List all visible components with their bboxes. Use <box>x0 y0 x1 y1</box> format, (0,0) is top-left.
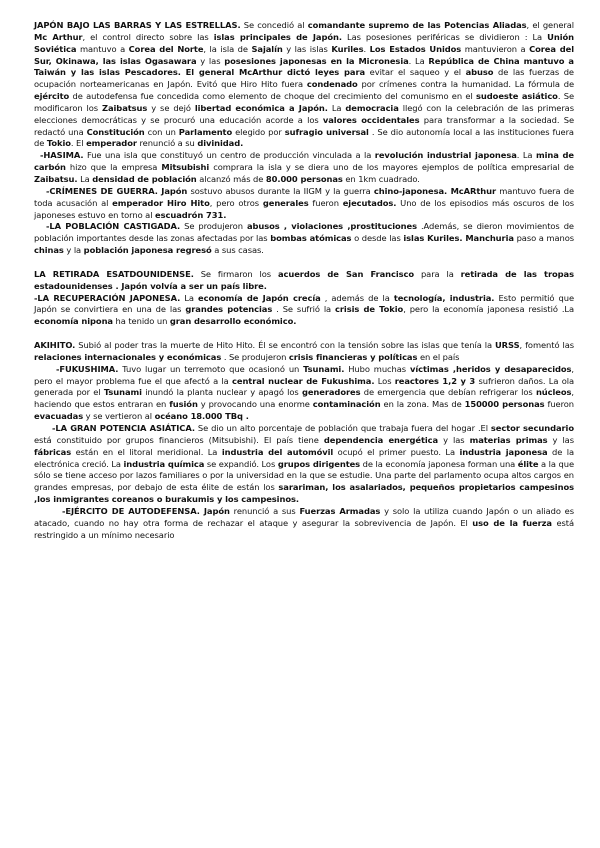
bold-text-run: Sajalín <box>251 43 283 54</box>
bold-text-run: océano 18.000 TBq . <box>154 411 249 422</box>
bold-text-run: comandante supremo de las Potencias Aliadas <box>307 20 527 30</box>
bold-text-run: industria química <box>123 458 205 469</box>
paragraph-crimenes-de-guerra <box>34 186 574 222</box>
bold-text-run: Parlamento <box>178 126 233 137</box>
text-run: y se vertieron al <box>83 411 155 422</box>
bold-text-run: Tokio <box>46 138 71 149</box>
bold-text-run: sector secundario <box>490 423 574 433</box>
text-run: está constituido por grupos financieros (Mitsubishi). El país tiene <box>34 434 324 445</box>
bold-text-run: Mc Arthur <box>34 31 83 42</box>
bold-text-run: -LA GRAN POTENCIA ASIÁTICA. <box>52 423 195 433</box>
text-run: Uno de los episodios más oscuros de los japoneses estuvo en torno al <box>34 197 574 220</box>
text-run: , además de la <box>320 292 394 303</box>
bold-text-run: Tsunami <box>103 387 142 398</box>
text-run: . La <box>516 150 536 161</box>
text-run: , haciendo que estos entraran en <box>34 387 574 410</box>
text-run: se expandió. Los <box>204 458 278 469</box>
bold-text-run: libertad económica a Japón. <box>194 102 328 113</box>
text-run: Esto permitió que Japón se convirtiera en una de las <box>34 292 574 315</box>
text-run: fueron <box>308 197 343 208</box>
bold-text-run: República de China mantuvo a Taiwán y las islas Pescadores. El general McArthur dictó leyes para <box>34 55 574 78</box>
text-run: sufrieron daños. La ola generada por el <box>34 375 574 398</box>
bold-text-run: Los Estados Unidos <box>369 43 462 54</box>
text-run: y las <box>438 434 470 445</box>
text-run: alcanzó más de <box>196 173 266 184</box>
bold-text-run: fusión <box>169 399 198 410</box>
bold-text-run: crisis de Tokio <box>335 304 404 315</box>
bold-text-run: islas principales de Japón. <box>213 31 342 42</box>
bold-text-run: economía nipona <box>34 316 113 327</box>
text-run: Tuvo lugar un terremoto que ocasionó un <box>118 363 304 374</box>
bold-text-run: Mitsubishi <box>161 162 210 173</box>
text-run: fueron <box>544 399 575 410</box>
text-run: de emergencia que debían refrigerar los <box>360 387 536 398</box>
text-run: . Se dio autonomía local a las instituciones fuera de <box>34 126 574 149</box>
bold-text-run: grupos dirigentes <box>277 458 361 469</box>
bold-text-run: posesiones japonesas en la Micronesia <box>224 55 409 66</box>
bold-text-run: Constitución <box>86 126 145 137</box>
bold-text-run: dependencia energética <box>323 434 439 445</box>
bold-text-run: escuadrón 731. <box>155 209 227 220</box>
bold-text-run: islas Kuriles. Manchuria <box>403 233 514 244</box>
bold-text-run: abuso <box>465 67 494 78</box>
paragraph-japon-barras-estrellas <box>34 20 574 150</box>
bold-text-run: central nuclear de Fukushima. <box>232 375 375 386</box>
bold-text-run: densidad de población <box>92 173 197 184</box>
text-run: . Se produjeron <box>221 351 289 362</box>
text-run: en 1km cuadrado. <box>342 173 420 184</box>
bold-text-run: chinas <box>34 245 64 256</box>
text-run: hizo que la empresa <box>65 162 162 173</box>
bold-text-run: sufragio universal <box>284 126 369 137</box>
text-run: , pero el mayor problema fue el que afectó a la <box>34 363 574 386</box>
bold-text-run: sarariman, los asalariados, pequeños propietarios campesinos ,los inmigrantes coreanos o burakumis y los campesinos. <box>34 482 574 505</box>
text-run: La <box>180 292 198 303</box>
text-run: de autodefensa fue concedida como elemento de choque del crecimiento del comunismo en el <box>69 91 477 102</box>
bold-text-run: contaminación <box>312 399 381 410</box>
text-run: y las islas <box>282 43 332 54</box>
text-run: . Se modificaron los <box>34 91 575 113</box>
bold-text-run: Zaibatsus <box>102 102 148 113</box>
text-run: Se firmaron los <box>193 268 278 279</box>
bold-text-run: retirada de las tropas estadounidenses . Japón volvía a ser un país libre. <box>34 268 574 291</box>
paragraph-gran-potencia-asiatica <box>34 423 574 506</box>
bold-text-run: sudoeste asiático <box>476 91 558 102</box>
bold-text-run: -LA RECUPERACIÓN JAPONESA. <box>34 292 181 303</box>
text-run: de la electrónica creció. La <box>34 446 574 469</box>
text-run: Los <box>374 375 395 386</box>
bold-text-run: generales <box>262 197 309 208</box>
text-run: , fomentó las <box>519 340 574 351</box>
text-run: y la <box>63 245 84 256</box>
text-run: por crímenes contra la humanidad. La fórmula de <box>357 79 574 90</box>
text-run: . El <box>70 138 87 149</box>
bold-text-run: LA RETIRADA ESATDOUNIDENSE. <box>34 268 194 279</box>
text-run: . Se sufrió la <box>272 304 336 315</box>
bold-text-run: Zaibatsu. <box>34 173 78 184</box>
bold-text-run: generadores <box>301 387 361 398</box>
bold-text-run: población japonesa regresó <box>83 245 212 256</box>
text-run: , el control directo sobre las <box>82 31 214 42</box>
bold-text-run: JAPÓN BAJO LAS BARRAS Y LAS ESTRELLAS. <box>34 20 241 30</box>
text-run: , pero la economía japonesa resistió .La <box>403 304 574 315</box>
text-run: y las <box>547 434 574 445</box>
bold-text-run: valores occidentales <box>322 114 420 125</box>
paragraph-ejercito-autodefensa <box>34 506 574 542</box>
paragraph-fukushima <box>34 364 574 423</box>
text-run: Se concedió al <box>240 20 308 30</box>
bold-text-run: Kuriles <box>331 43 364 54</box>
text-run: Se produjeron <box>180 221 247 232</box>
text-run: o desde las <box>351 233 404 244</box>
text-run: ocupó el primer puesto. La <box>333 446 460 457</box>
text-run: y se dejó <box>147 102 195 113</box>
text-run: sostuvo abusos durante la IIGM y la guerra <box>187 185 374 196</box>
text-run: Hubo muchas <box>344 363 410 374</box>
bold-text-run: 80.000 personas <box>265 173 343 184</box>
bold-text-run: -FUKUSHIMA. <box>56 363 119 374</box>
bold-text-run: ejecutados. <box>342 197 397 208</box>
bold-text-run: revolución industrial japonesa <box>374 150 517 161</box>
bold-text-run: chino-japonesa. McARthur <box>373 185 497 196</box>
text-run: y solo la utiliza cuando Japón o un aliado es atacado, cuando no hay otra forma de rechazar el ataque y asegurar la sobrevivencia de Japón. El <box>34 505 574 528</box>
bold-text-run: Corea del Sur, Okinawa, las islas Ogasawara <box>34 43 574 66</box>
bold-text-run: condenado <box>306 79 358 90</box>
text-run: , pero otros <box>209 197 263 208</box>
text-run: evitar el saqueo y el <box>365 67 466 78</box>
document-page <box>34 20 574 541</box>
text-run: y las <box>196 55 225 66</box>
paragraph-poblacion-castigada <box>34 221 574 257</box>
text-run: La <box>327 102 346 113</box>
bold-text-run: uso de la fuerza <box>472 517 552 528</box>
bold-text-run: ejército <box>34 91 70 102</box>
text-run: de la economía japonesa forman una <box>360 458 518 469</box>
text-run: inundó la planta nuclear y apagó los <box>141 387 302 398</box>
bold-text-run: crisis financieras y políticas <box>288 351 418 362</box>
bold-text-run: Fuerzas Armadas <box>299 505 381 516</box>
text-run: y provocando una enorme <box>197 399 313 410</box>
bold-text-run: Tsunami. <box>303 363 345 374</box>
text-run: comprara la isla y se diera uno de los mayores ejemplos de política empresarial de <box>209 162 574 173</box>
text-run: llegó con la celebración de las primeras elecciones democráticas y se procuró una educación acorde a los <box>34 102 574 125</box>
text-run: renunció a su <box>136 138 198 149</box>
bold-text-run: reactores 1,2 y 3 <box>394 375 476 386</box>
bold-text-run: acuerdos de San Francisco <box>277 268 415 279</box>
text-run: renunció a sus <box>229 505 300 516</box>
bold-text-run: núcleos <box>535 387 572 398</box>
bold-text-run: Unión Soviética <box>34 31 574 54</box>
text-run: con un <box>144 126 179 137</box>
bold-text-run: AKIHITO. <box>34 340 76 351</box>
text-run: elegido por <box>232 126 285 137</box>
text-run: Las posesiones periféricas se dividieron : La <box>341 31 548 42</box>
paragraph-recuperacion-japonesa <box>34 293 574 329</box>
text-run: a sus casas. <box>211 245 264 256</box>
text-run: a la que sólo se tiene acceso por lazos familiares o por la universidad en la que se estudie. Una parte del parlamento ocupa altos cargos en grandes empresas, por debajo de esta élite de están los <box>34 458 574 493</box>
bold-text-run: evacuadas <box>34 411 84 422</box>
bold-text-run: mina de carbón <box>34 150 574 173</box>
bold-text-run: fábricas <box>34 446 72 457</box>
bold-text-run: -HASIMA. <box>40 150 84 161</box>
bold-text-run: abusos , violaciones ,prostituciones <box>246 221 417 232</box>
text-run: en la zona. Mas de <box>380 399 465 410</box>
bold-text-run: -EJÉRCITO DE AUTODEFENSA. Japón <box>62 505 230 516</box>
bold-text-run: emperador Hiro Hito <box>112 197 210 208</box>
text-run: paso a manos <box>513 233 575 244</box>
paragraph-retirada-estadounidense <box>34 269 574 293</box>
paragraph-hasima <box>34 150 574 186</box>
bold-text-run: industria del automóvil <box>221 446 334 457</box>
text-run: están en el litoral meridional. La <box>71 446 222 457</box>
bold-text-run: bombas atómicas <box>270 233 352 244</box>
bold-text-run: grandes potencias <box>185 304 273 315</box>
bold-text-run: emperador <box>86 138 137 149</box>
bold-text-run: tecnología, industria. <box>393 292 495 303</box>
bold-text-run: materias primas <box>469 434 548 445</box>
text-run: , el general <box>526 20 574 30</box>
bold-text-run: élite <box>517 458 539 469</box>
bold-text-run: democracia <box>345 102 399 113</box>
text-run: en el país <box>417 351 460 362</box>
bold-text-run: economía de Japón crecía <box>198 292 321 303</box>
bold-text-run: URSS <box>494 340 520 351</box>
text-run: .Además, se dieron movimientos de población importantes desde las zonas afectadas por las <box>34 221 574 244</box>
paragraph-spacer <box>34 257 574 269</box>
text-run: mantuvo fuera de toda acusación al <box>34 185 574 208</box>
text-run: . <box>363 43 370 54</box>
bold-text-run: relaciones internacionales y económicas <box>34 351 222 362</box>
bold-text-run: industria japonesa <box>459 446 548 457</box>
text-run: Fue una isla que constituyó un centro de producción vinculada a la <box>83 150 375 161</box>
text-run: La <box>77 173 93 184</box>
paragraph-akihito <box>34 340 574 364</box>
bold-text-run: 150000 personas <box>464 399 545 410</box>
text-run: Se dio un alto porcentaje de población que trabaja fuera del hogar .El <box>194 423 491 433</box>
text-run: está restringido a un mínimo necesario <box>34 517 574 540</box>
text-run: . La <box>408 55 429 66</box>
text-run: para la <box>414 268 461 279</box>
text-run: mantuvieron a <box>461 43 530 54</box>
paragraph-spacer <box>34 328 574 340</box>
text-run: Subió al poder tras la muerte de Hito Hito. Él se encontró con la tensión sobre las islas que tenía la <box>75 340 495 351</box>
text-run: ha tenido un <box>112 316 170 327</box>
bold-text-run: gran desarrollo económico. <box>169 316 297 327</box>
bold-text-run: víctimas ,heridos y desaparecidos <box>409 363 572 374</box>
text-run: para transformar a la sociedad. Se redactó una <box>34 114 575 137</box>
text-run: , la isla de <box>203 43 252 54</box>
bold-text-run: -LA POBLACIÓN CASTIGADA. <box>46 221 181 232</box>
text-run: mantuvo a <box>76 43 129 54</box>
text-run: de las fuerzas de ocupación norteamericanas en Japón. Evitó que Hiro Hito fuera <box>34 67 574 90</box>
bold-text-run: -CRÍMENES DE GUERRA. Japón <box>46 185 188 196</box>
bold-text-run: Corea del Norte <box>128 43 204 54</box>
bold-text-run: divinidad. <box>197 138 244 149</box>
